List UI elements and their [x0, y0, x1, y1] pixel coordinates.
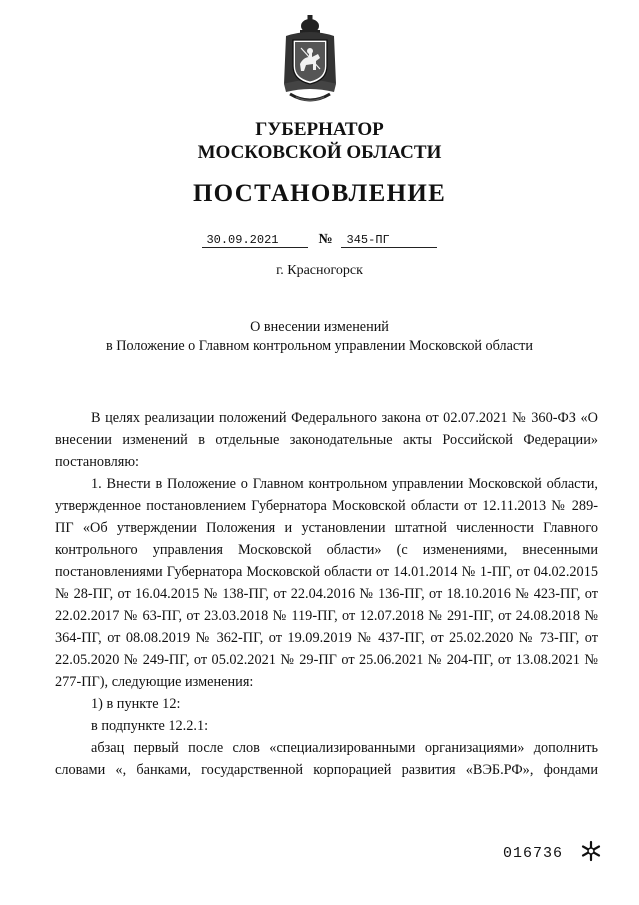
subitem-paragraph: 1) в пункте 12:	[91, 696, 181, 712]
crown-icon	[300, 15, 320, 34]
asterisk-mark-icon	[580, 840, 602, 862]
item-1-paragraph: 1. Внести в Положение о Главном контрольном управлении Московской области, утвержденное постановлением Губернатора Московской области от 12.11.2013 № 289-ПГ «Об утверждении Положения и установлении штатной численности Главного контрольного управления Московской области» (с изменениями, внесенными постановлениями Губернатора Московской области от 14.01.2014 № 1-ПГ, от 04.02.2015 № 28-ПГ, от 16.04.2015 № 138-ПГ, от 22.04.2016 № 136-ПГ, от 18.10.2016 № 423-ПГ, от 22.02.2017 № 63-ПГ, от 23.03.2018 № 119-ПГ, от 12.07.2018 № 291-ПГ, от 24.08.2018 № 364-ПГ, от 08.08.2019 № 362-ПГ, от 19.09.2019 № 437-ПГ, от 25.02.2020 № 73-ПГ, от 22.05.2020 № 249-ПГ, от 05.02.2021 № 29-ПГ от 25.06.2021 № 204-ПГ, от 13.08.2021 № 277-ПГ), следующие изменения:	[55, 476, 598, 690]
coat-of-arms-emblem	[276, 14, 344, 106]
decree-number: 345-ПГ	[341, 233, 437, 248]
decree-date: 30.09.2021	[202, 233, 308, 248]
subject-line-1: О внесении изменений	[250, 319, 389, 335]
subitem-paragraph: в подпункте 12.2.1:	[91, 718, 209, 734]
subject-line-2: в Положение о Главном контрольном управлении Московской области	[106, 338, 533, 354]
document-type: ПОСТАНОВЛЕНИЕ	[192, 180, 447, 207]
preamble-paragraph: В целях реализации положений Федерального закона от 02.07.2021 № 360-ФЗ «О внесении изменений в отдельные законодательные акты Российской Федерации» постановляю:	[55, 410, 598, 470]
authority-line-2: МОСКОВСКОЙ ОБЛАСТИ	[197, 142, 442, 163]
date-number-line	[0, 232, 639, 248]
authority-line-1: ГУБЕРНАТОР	[255, 119, 384, 140]
city: г. Красногорск	[276, 263, 363, 278]
subject	[0, 318, 639, 356]
number-sign: №	[318, 232, 333, 247]
authority-title	[0, 118, 639, 164]
document-body	[55, 407, 598, 781]
serial-number: 016736	[503, 845, 564, 862]
amendment-paragraph: абзац первый после слов «специализированными организациями» дополнить словами «, банками, государственной корпорацией развития «ВЭБ.РФ», фондами	[55, 740, 598, 778]
